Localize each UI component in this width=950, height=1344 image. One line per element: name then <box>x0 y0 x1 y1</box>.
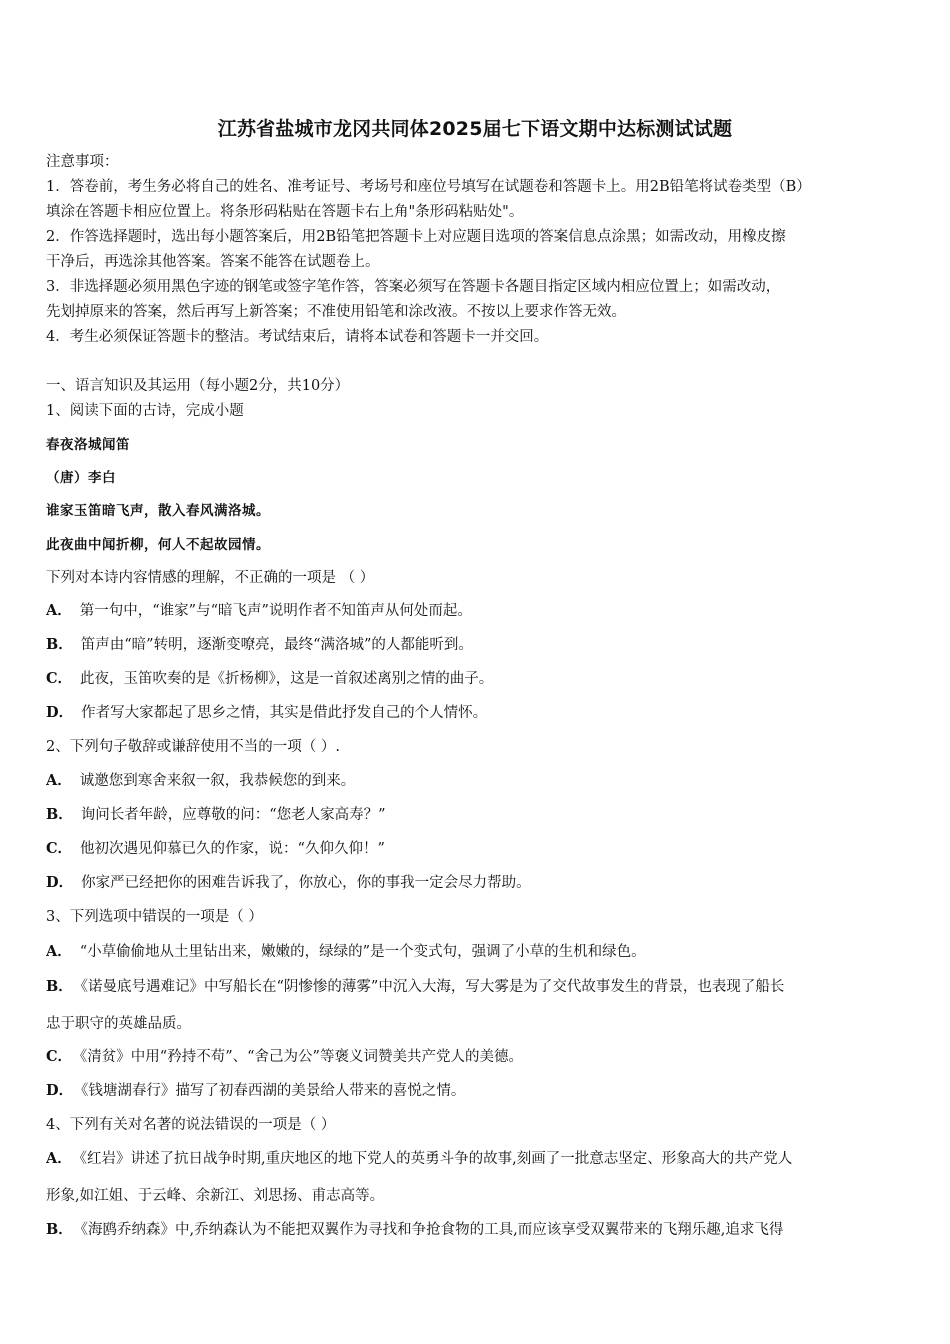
option-letter: B． <box>46 636 73 653</box>
option-letter: A． <box>46 943 72 960</box>
poem-line: 谁家玉笛暗飞声，散入春风满洛城。 <box>46 503 270 519</box>
option-letter: B． <box>46 1221 73 1238</box>
question-prompt: 下列对本诗内容情感的理解，不正确的一项是 （ ） <box>46 570 375 586</box>
option-a <box>46 1149 908 1169</box>
option-letter: D． <box>46 1082 74 1099</box>
option-c <box>46 839 908 859</box>
notice-line: 填涂在答题卡相应位置上。将条形码粘贴在答题卡右上角"条形码粘贴处"。 <box>46 204 524 220</box>
poem-line: 此夜曲中闻折柳，何人不起故园情。 <box>46 537 270 553</box>
option-c <box>46 1047 908 1067</box>
notice-line: 干净后，再选涂其他答案。答案不能答在试题卷上。 <box>46 254 380 270</box>
option-letter: D． <box>46 704 74 721</box>
option-b <box>46 635 908 655</box>
option-text: 笛声由“暗”转明，逐渐变嘹亮，最终“满洛城”的人都能听到。 <box>80 637 473 653</box>
option-text: 《诺曼底号遇难记》中写船长在“阴惨惨的薄雾”中沉入大海，写大雾是为了交代故事发生的背景，也表现了船长 <box>80 979 785 995</box>
option-a <box>46 601 908 621</box>
notice-heading: 注意事项： <box>46 154 119 170</box>
option-text: 《海鸥乔纳森》中,乔纳森认为不能把双翼作为寻找和争抢食物的工具,而应该享受双翼带来的飞翔乐趣,追求飞得 <box>80 1222 784 1238</box>
poem-author: （唐）李白 <box>46 470 116 486</box>
option-b <box>46 805 908 825</box>
option-d <box>46 873 908 893</box>
notice-line: 4．考生必须保证答题卡的整洁。考试结束后，请将本试卷和答题卡一并交回。 <box>46 329 549 345</box>
option-b <box>46 1220 908 1240</box>
option-a <box>46 771 908 791</box>
option-letter: B． <box>46 806 73 823</box>
option-text: 第一句中，“谁家”与“暗飞声”说明作者不知笛声从何处而起。 <box>79 603 472 619</box>
notice-line: 1．答卷前，考生务必将自己的姓名、准考证号、考场号和座位号填写在试题卷和答题卡上。用2B铅笔将试卷类型（B） <box>46 179 811 195</box>
notice-line: 先划掉原来的答案，然后再写上新答案；不准使用铅笔和涂改液。不按以上要求作答无效。 <box>46 304 626 320</box>
option-text: 《钱塘湖春行》描写了初春西湖的美景给人带来的喜悦之情。 <box>81 1083 466 1099</box>
option-d <box>46 703 908 723</box>
option-text: 询问长者年龄，应尊敬的问：“您老人家高寿？” <box>80 807 386 823</box>
option-text: 你家严已经把你的困难告诉我了，你放心，你的事我一定会尽力帮助。 <box>81 875 531 891</box>
option-b-continued: 忠于职守的英雄品质。 <box>46 1016 191 1032</box>
option-letter: C． <box>46 840 73 857</box>
option-b <box>46 977 908 997</box>
option-text: 诚邀您到寒舍来叙一叙，我恭候您的到来。 <box>79 773 356 789</box>
question-stem-2: 2、下列句子敬辞或谦辞使用不当的一项（ ）. <box>46 739 340 755</box>
option-text: 此夜，玉笛吹奏的是《折杨柳》，这是一首叙述离别之情的曲子。 <box>80 671 494 687</box>
option-text: 《清贫》中用“矜持不苟”、“舍己为公”等褒义词赞美共产党人的美德。 <box>80 1049 523 1065</box>
option-c <box>46 669 908 689</box>
question-stem-3: 3、下列选项中错误的一项是（ ） <box>46 909 263 925</box>
option-text: “小草偷偷地从土里钻出来，嫩嫩的，绿绿的”是一个变式句，强调了小草的生机和绿色。 <box>79 944 646 960</box>
option-letter: A． <box>46 772 72 789</box>
option-d <box>46 1081 908 1101</box>
notice-line: 2．作答选择题时，选出每小题答案后，用2B铅笔把答题卡上对应题目选项的答案信息点涂黑；如需改动，用橡皮擦 <box>46 229 786 245</box>
page-title: 江苏省盐城市龙冈共同体2025届七下语文期中达标测试试题 <box>217 118 733 140</box>
question-stem-4: 4、下列有关对名著的说法错误的一项是（ ） <box>46 1117 336 1133</box>
option-text: 作者写大家都起了思乡之情，其实是借此抒发自己的个人情怀。 <box>81 705 488 721</box>
section-heading: 一、语言知识及其运用（每小题2分，共10分） <box>46 378 350 394</box>
poem-title: 春夜洛城闻笛 <box>46 437 130 453</box>
option-letter: B． <box>46 978 73 995</box>
option-letter: A． <box>46 602 72 619</box>
option-text: 《红岩》讲述了抗日战争时期,重庆地区的地下党人的英勇斗争的故事,刻画了一批意志坚定、形象高大的共产党人 <box>79 1151 793 1167</box>
option-letter: D． <box>46 874 74 891</box>
notice-line: 3．非选择题必须用黑色字迹的钢笔或签字笔作答，答案必须写在答题卡各题目指定区域内相应位置上；如需改动， <box>46 279 781 295</box>
option-letter: C． <box>46 670 73 687</box>
option-a-continued: 形象,如江姐、于云峰、余新江、刘思扬、甫志高等。 <box>46 1188 385 1204</box>
option-letter: C． <box>46 1048 73 1065</box>
question-stem-1: 1、阅读下面的古诗，完成小题 <box>46 403 244 419</box>
option-a <box>46 942 908 962</box>
option-text: 他初次遇见仰慕已久的作家，说：“久仰久仰！” <box>80 841 385 857</box>
option-letter: A． <box>46 1150 72 1167</box>
